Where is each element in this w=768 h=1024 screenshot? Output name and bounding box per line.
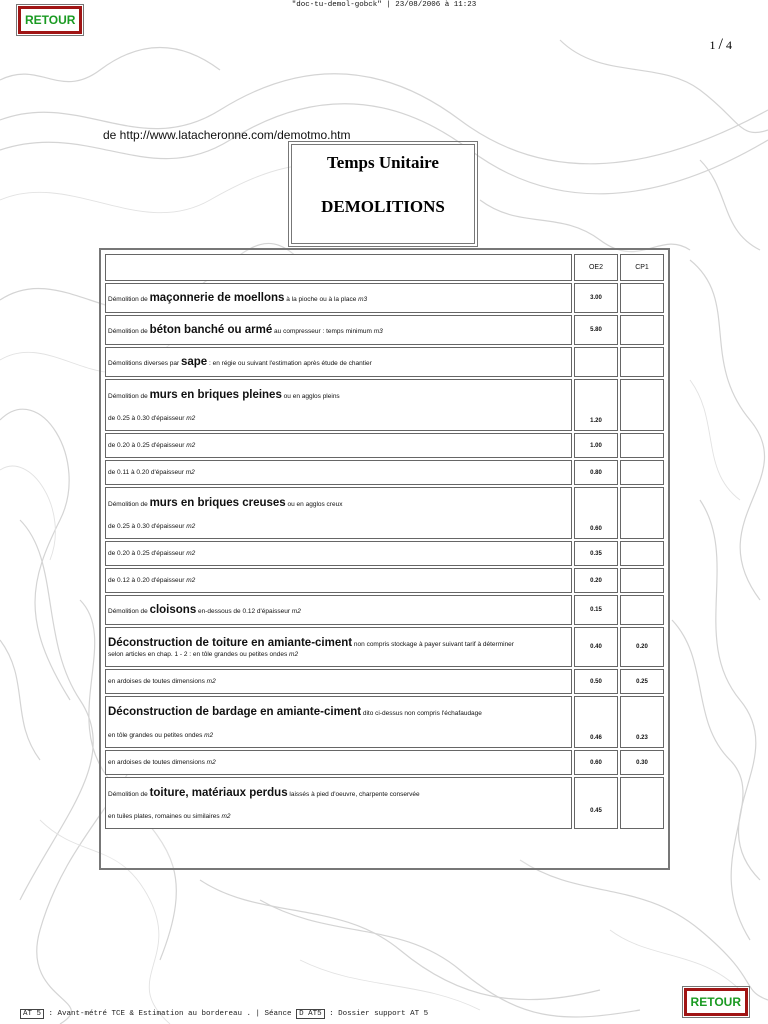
table-row: [105, 487, 664, 539]
page-indicator: [710, 36, 732, 54]
table-row: [105, 460, 664, 485]
row-description: Déconstruction de bardage en amiante-ciment dito ci-dessus non compris l'échafaudage en tôle grandes ou petites ondes m2: [105, 696, 572, 748]
row-description: Démolition de cloisons en-dessous de 0.12 d'épaisseur m2: [105, 595, 572, 625]
row-description: Démolitions diverses par sape : en régie ou suivant l'estimation après étude de chantier: [105, 347, 572, 377]
row-description: en ardoises de toutes dimensions m2: [105, 750, 572, 775]
header-oe2: OE2: [574, 254, 618, 281]
row-cp1-value: [620, 568, 664, 593]
footer-line: [20, 1010, 428, 1018]
header-description-cell: [105, 254, 572, 281]
row-description: de 0.11 à 0.20 d'épaisseur m2: [105, 460, 572, 485]
title-line-1: Temps Unitaire: [327, 153, 439, 172]
row-description: Démolition de toiture, matériaux perdus laissés à pied d'oeuvre, charpente conservée en tuiles plates, romaines ou similaires m2: [105, 777, 572, 829]
row-oe2-value: 0.20: [574, 568, 618, 593]
at5-badge[interactable]: AT 5: [20, 1009, 44, 1019]
row-oe2-value: 0.45: [574, 777, 618, 829]
row-cp1-value: [620, 347, 664, 377]
dat5-badge[interactable]: D AT5: [296, 1009, 325, 1019]
retour-button-top[interactable]: RETOUR: [18, 6, 82, 34]
row-description: Démolition de murs en briques creuses ou en agglos creux de 0.25 à 0.30 d'épaisseur m2: [105, 487, 572, 539]
table-row: [105, 379, 664, 431]
page-current: 1: [709, 38, 716, 52]
row-oe2-value: 0.35: [574, 541, 618, 566]
row-oe2-value: 0.80: [574, 460, 618, 485]
table-row: [105, 696, 664, 748]
table-row: [105, 568, 664, 593]
row-cp1-value: 0.23: [620, 696, 664, 748]
retour-button-bottom[interactable]: RETOUR: [684, 988, 748, 1016]
row-description: Démolition de maçonnerie de moellons à la pioche ou à la place m3: [105, 283, 572, 313]
page-separator: /: [718, 36, 723, 53]
row-cp1-value: [620, 595, 664, 625]
header-cp1: CP1: [620, 254, 664, 281]
row-oe2-value: 1.20: [574, 379, 618, 431]
row-cp1-value: 0.25: [620, 669, 664, 694]
row-oe2-value: 5.80: [574, 315, 618, 345]
table-row: [105, 283, 664, 313]
footer-at5-text: : Avant-métré TCE & Estimation au bordereau . | Séance: [44, 1010, 297, 1018]
title-line-2: DEMOLITIONS: [321, 197, 445, 216]
row-cp1-value: [620, 315, 664, 345]
time-table: [99, 248, 670, 870]
source-url-line: de http://www.latacheronne.com/demotmo.htm: [103, 128, 351, 142]
row-cp1-value: [620, 283, 664, 313]
row-oe2-value: 0.46: [574, 696, 618, 748]
table-row: [105, 541, 664, 566]
row-oe2-value: [574, 347, 618, 377]
row-cp1-value: 0.20: [620, 627, 664, 667]
row-description: de 0.20 à 0.25 d'épaisseur m2: [105, 541, 572, 566]
table-row: [105, 627, 664, 667]
row-oe2-value: 0.15: [574, 595, 618, 625]
table-row: [105, 777, 664, 829]
footer-dat5-text: : Dossier support AT 5: [324, 1010, 429, 1018]
row-description: en ardoises de toutes dimensions m2: [105, 669, 572, 694]
row-description: de 0.20 à 0.25 d'épaisseur m2: [105, 433, 572, 458]
table-row: [105, 750, 664, 775]
table-row: [105, 595, 664, 625]
table-header-row: [105, 254, 664, 281]
row-cp1-value: [620, 487, 664, 539]
table-row: [105, 347, 664, 377]
row-oe2-value: 3.00: [574, 283, 618, 313]
row-oe2-value: 0.60: [574, 487, 618, 539]
row-cp1-value: [620, 541, 664, 566]
row-description: Déconstruction de toiture en amiante-ciment non compris stockage à payer suivant tarif à déterminer selon articles en chap. 1 - 2 : en tôle grandes ou petites ondes m2: [105, 627, 572, 667]
table-row: [105, 433, 664, 458]
page-total: 4: [726, 38, 732, 52]
row-description: de 0.12 à 0.20 d'épaisseur m2: [105, 568, 572, 593]
document-header-line: "doc-tu-demol-gobck" | 23/08/2006 à 11:23: [291, 1, 477, 9]
row-description: Démolition de murs en briques pleines ou en agglos pleins de 0.25 à 0.30 d'épaisseur m2: [105, 379, 572, 431]
row-oe2-value: 0.60: [574, 750, 618, 775]
table-row: [105, 315, 664, 345]
row-cp1-value: [620, 433, 664, 458]
row-cp1-value: 0.30: [620, 750, 664, 775]
row-cp1-value: [620, 777, 664, 829]
row-cp1-value: [620, 460, 664, 485]
table-row: [105, 669, 664, 694]
row-oe2-value: 0.40: [574, 627, 618, 667]
row-oe2-value: 1.00: [574, 433, 618, 458]
title-box: [291, 144, 475, 244]
row-cp1-value: [620, 379, 664, 431]
row-oe2-value: 0.50: [574, 669, 618, 694]
row-description: Démolition de béton banché ou armé au compresseur : temps minimum m3: [105, 315, 572, 345]
